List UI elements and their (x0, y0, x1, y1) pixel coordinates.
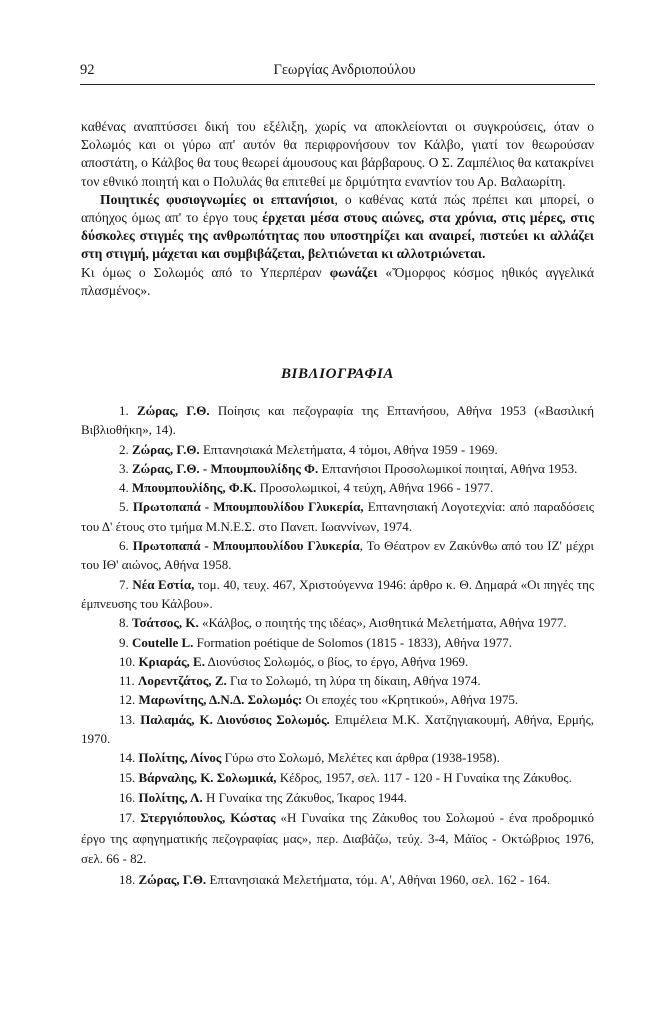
item-text: Διονύσιος Σολωμός, ο βίος, το έργο, Αθήνα 1969. (204, 653, 469, 669)
item-text: Επτανησιακή Λογοτεχνία: από παραδόσεις του Δ' έτους στο τμήμα Μ.Ν.Ε.Σ. στο Πανεπ. Ιωαννίνων, 1974. (81, 499, 594, 534)
bibliography-item (81, 478, 594, 497)
item-author: Στεργιόπουλος, Κώστας (140, 810, 276, 826)
item-number: 11. (119, 673, 135, 689)
item-author: Coutelle L. (132, 634, 194, 650)
running-head: Γεωργίας Ανδριοπούλου (273, 62, 416, 78)
item-number: 3. (119, 460, 129, 476)
paragraph-2 (81, 191, 594, 264)
bibliography-item (81, 652, 594, 671)
item-number: 4. (119, 480, 129, 496)
bibliography-item (81, 748, 594, 767)
bibliography-item (81, 671, 594, 690)
item-text: Επτανήσιοι Προσολωμικοί ποιηταί, Αθήνα 1953. (318, 460, 578, 476)
bold-phrase-2: έρχεται μέσα στους αιώνες, στα χρόνια, στις μέρες, στις δύσκολες στιγμές της ανθρωπότητας που υποστηρίζει και αναιρεί, πιστεύει κι αλλάζει στη στιγμή, μάχεται και συμβιβάζεται, βελτιώνεται κι αλλοτριώνεται. (81, 210, 594, 262)
item-number: 7. (119, 576, 129, 592)
item-text: «Κάλβος, ο ποιητής της ιδέας», Αισθητικά Μελετήματα, Αθήνα 1977. (198, 615, 567, 631)
item-author: Βάρναλης, Κ. Σολωμικά, (138, 769, 277, 785)
item-text: Ποίησις και πεζογραφία της Επτανήσου, Αθήνα 1953 («Βασιλική Βιβλιοθήκη», 14). (81, 403, 594, 438)
item-author: Ζώρας, Γ.Θ. (138, 871, 207, 887)
text-run-3: «Ὄμορφος κόσμος ηθικός αγγελικά πλασμένος». (81, 264, 594, 298)
bibliography-item (81, 497, 594, 536)
item-author: Πολίτης, Λίνος (138, 750, 222, 766)
bibliography-item (81, 710, 594, 749)
item-text: τομ. 40, τευχ. 467, Χριστούγεννα 1946: άρθρο κ. Θ. Δημαρά «Οι πηγές της έμπνευσης του Κάλβου». (81, 576, 595, 611)
bibliography-item (81, 440, 594, 459)
bibliography-item (81, 870, 594, 890)
item-number: 16. (119, 790, 136, 806)
item-number: 14. (119, 750, 136, 766)
bold-phrase-1: Ποιητικές φυσιογνωμίες οι επτανήσιοι (100, 191, 335, 207)
item-number: 8. (119, 615, 129, 631)
item-number: 12. (119, 692, 136, 708)
paragraph-1: καθένας αναπτύσσει δική του εξέλιξη, χωρίς να αποκλείονται οι συγκρούσεις, όταν ο Σολωμός και οι γύρω απ' αυτόν θα περιφρονήσουν τον Κάλβο, γιατί τον θεωρούσαν αποστάτη, ο Κάλβος θα τους θεωρεί άμουσους και βάρβαρους. Ο Σ. Ζαμπέλιος θα κατακρίνει τον εθνικό ποιητή και ο Πολυλάς θα επιτεθεί με δριμύτητα εναντίον του Αρ. Βαλαωρίτη. (81, 119, 594, 189)
item-author: Μαρωνίτης, Δ.Ν.Δ. Σολωμός: (138, 692, 303, 708)
item-text: Οι εποχές του «Κρητικού», Αθήνα 1975. (302, 692, 519, 708)
item-author: Ζώρας, Γ.Θ. (136, 403, 210, 418)
item-number: 6. (119, 538, 129, 554)
item-number: 10. (119, 653, 136, 669)
bibliography-list (81, 401, 594, 890)
item-author: Πρωτοπαπά - Μπουμπουλίδου Γλυκερία, (132, 499, 364, 515)
bibliography-item (81, 459, 594, 478)
bibliography-heading: ΒΙΒΛΙΟΓΡΑΦΙΑ (280, 366, 395, 382)
bold-phrase-3: φωνάζει (329, 264, 378, 280)
page-header (80, 58, 595, 85)
item-number: 2. (119, 441, 129, 457)
bibliography-item (81, 633, 594, 652)
item-text: Επτανησιακά Μελετήματα, 4 τόμοι, Αθήνα 1959 - 1969. (199, 441, 498, 457)
bibliography-item (81, 613, 594, 632)
item-text: Γύρω στο Σολωμό, Μελέτες και άρθρα (1938-1958). (221, 750, 500, 766)
bibliography-item (81, 575, 594, 614)
item-author: Μπουμπουλίδης, Φ.Κ. (132, 480, 257, 496)
item-text: Προσολωμικοί, 4 τεύχη, Αθήνα 1966 - 1977. (256, 480, 494, 496)
item-text: , Το Θέατρον εν Ζακύνθω από του ΙΖ' μέχρι του ΙΘ' αιώνος, Αθήνα 1958. (81, 538, 594, 573)
item-author: Ζώρας, Γ.Θ. (132, 441, 200, 457)
paragraph-3 (81, 264, 594, 300)
body-text (81, 118, 594, 300)
item-number: 18. (119, 871, 136, 887)
item-number: 9. (119, 634, 129, 650)
bibliography-item (81, 768, 594, 788)
item-number: 15. (119, 769, 136, 785)
item-text: Formation poétique de Solomos (1815 - 1833), Αθήνα 1977. (193, 634, 512, 650)
item-text: Επτανησιακά Μελετήματα, τόμ. Α', Αθήναι 1960, σελ. 162 - 164. (206, 871, 551, 887)
item-number: 13. (119, 711, 136, 727)
item-author: Ζώρας, Γ.Θ. - Μπουμπουλίδης Φ. (132, 460, 319, 476)
item-number: 1. (119, 403, 129, 418)
item-number: 17. (119, 810, 136, 826)
item-author: Πολίτης, Λ. (138, 790, 203, 806)
item-author: Νέα Εστία, (132, 576, 195, 592)
item-author: Παλαμάς, Κ. Διονύσιος Σολωμός. (140, 711, 330, 727)
item-text: Η Γυναίκα της Ζάκυθος, Ίκαρος 1944. (202, 790, 408, 806)
bibliography-item (81, 536, 594, 575)
item-author: Πρωτοπαπά - Μπουμπουλίδου Γλυκερία (132, 538, 360, 554)
text-run-2: Κι όμως ο Σολωμός από το Υπερπέραν (81, 264, 330, 280)
page-number: 92 (80, 62, 95, 78)
item-author: Τσάτσος, Κ. (132, 615, 199, 631)
bibliography-item (81, 401, 594, 440)
item-author: Κριαράς, Ε. (138, 653, 205, 669)
text-run-1: , ο καθένας κατά πώς πρέπει και μπορεί, ο απόηχος όμως απ' το έργο τους (81, 191, 595, 226)
item-text: Κέδρος, 1957, σελ. 117 - 120 - Η Γυναίκα της Ζάκυθος. (276, 769, 572, 785)
bibliography-item (81, 808, 594, 869)
item-number: 5. (119, 499, 129, 515)
item-author: Λορεντζάτος, Ζ. (138, 673, 227, 689)
bibliography-item (81, 690, 594, 709)
item-text: Για το Σολωμό, τη λύρα τη δίκαιη, Αθήνα 1974. (226, 673, 481, 689)
bibliography-item (81, 788, 594, 808)
item-text: «Η Γυναίκα της Ζάκυθος του Σολωμού - ένα προδρομικό έργο της αφηγηματικής πεζογραφίας μας», περ. Διαβάζω, τεύχ. 3-4, Μάϊος - Οκτώβριος 1976, σελ. 66 - 82. (81, 810, 594, 867)
item-text: Επιμέλεια Μ.Κ. Χατζηγιακουμή, Αθήνα, Ερμής, 1970. (81, 711, 595, 747)
